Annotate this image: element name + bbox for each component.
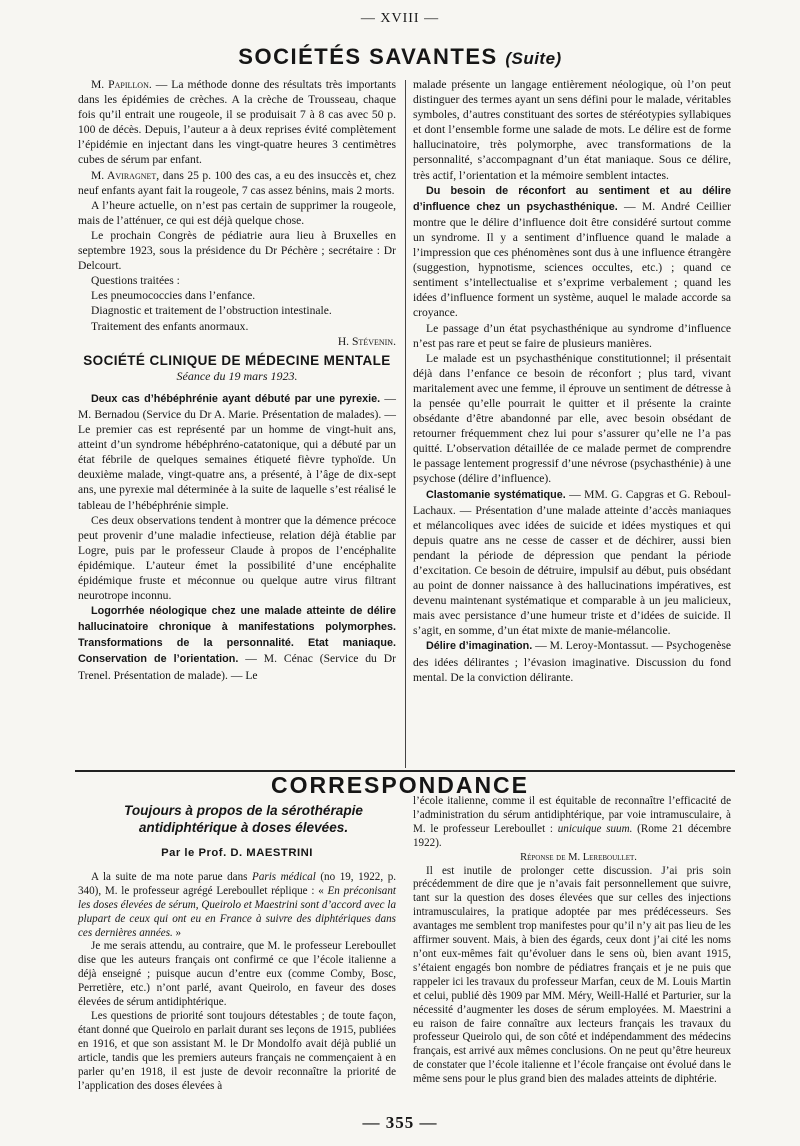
author-name: M. Aviragnet, [91,168,160,182]
paragraph: Clastomanie systématique. — MM. G. Capgras et G. Reboul-Lachaux. — Présentation d’une malade atteinte d’accès maniaques et mélancoliques avec idées de suicide et idées mystiques et qui depuis quatre ans ne cesse de casser et de déchirer, aussi bien pendant la période de dépression que pendant la période d’excitation. Ce besoin de détruire, impulsif au début, puis obsédant au point de donner naissance à des hallucinations impératives, est devenu maintenant systématique et comparable à un jeu malicieux, mais avec persistance d’une humeur triste et d’idées de suicide. Il s’agit, en somme, d’un état mixte de manie-mélancolie. [413,487,731,638]
paragraph: Le malade est un psychasthénique constitutionnel; il présentait déjà dans l’enfance ce besoin de réconfort ; plus tard, vivant maritalement avec une femme, il éprouve un sentiment de détresse à la pensée qu’elle pourrait le quitter et il présente la crainte obsédante d’être abandonné par elle, avec besoin obsédant de retourner fréquemment chez lui pour s’assurer qu’elle ne l’a pas quitté. L’observation détaillée de ce malade permet de comprendre le passage lentement progressif d’une névrose (psychasthénie) à une psychose (délire d’influence). [413,351,731,486]
paragraph: Logorrhée néologique chez une malade atteinte de délire hallucinatoire chronique à manifestations polymorphes. Transformations de la personnalité. Etat maniaque. Conservation de l’orientation. — M. Cénac (Service du Dr Trenel. Présentation de malade). — Le [78,605,396,682]
column-divider [405,80,406,768]
paragraph: malade présente un langage entièrement néologique, où l’on peut distinguer des termes ayant un sens défini pour le malade, véritables symboles, d’autres constituant des sortes de stéréotypies syllabiques et dont l’ensemble forme une salade de mots. Le délire est de forme hallucinatoire, très polymorphe, avec transformations de la personnalité, s’accompagnant d’un état maniaque. Sous ce délire, très actif, l’orientation et la mémoire semblent intactes. [413,78,731,182]
paragraph: Je me serais attendu, au contraire, que M. le professeur Lereboullet dise que les auteurs français ont confirmé ce que l’école italienne a déjà enseigné ; puisque aucun d’entre eux (comme Comby, Bosc, Perretière, etc.) n’ont parlé, avant Queirolo, en faveur des doses élevées de sérum antidiphtérique. [78,940,396,1009]
case-title: Du besoin de réconfort au sentiment et au délire d’influence chez un psychasthénique. [413,184,731,213]
journal-name: Paris médical [252,870,316,883]
folio: — XVIII — [360,11,440,26]
section-heading: SOCIÉTÉS SAVANTES [238,44,498,69]
paragraph: A l’heure actuelle, on n’est pas certain de supprimer la rougeole, mais de l’atténuer, ce qui est déjà quelque chose. [78,198,396,227]
article-title: Toujours à propos de la sérothérapie [124,803,363,818]
quotation: En préconisant les doses élevées de sérum, Queirolo et Maestrini sont d’accord avec la plupart de ceux qui ont eu en France à suivre des diphtériques dans ces dernières années. [78,884,396,939]
case-title: Deux cas d’hébéphrénie ayant débuté par une pyrexie. [91,392,381,405]
paragraph: Du besoin de réconfort au sentiment et au délire d’influence chez un psychasthénique. — M. André Ceillier montre que le délire d’influence doit être considéré surtout comme un syndrome. Il y a sentiment d’influence quand le malade a l’impression que ces phénomènes sont dus à une influence étrangère (suggestion, hypnotisme, sciences occultes, etc.) ; quand ce sentiment s’intellectualise et s’exprime verbalement ; quand les idées d’influence forment un système, auquel le malade accorde sa croyance. [413,184,731,320]
paragraph: M. Aviragnet, dans 25 p. 100 des cas, a eu des insuccès et, chez neuf enfants ayant fait la rougeole, 7 cas assez bénins, mais 2 morts. [78,168,396,197]
correspondance-left-column [78,802,396,1093]
paragraph: Le passage d’un état psychasthénique au syndrome d’influence n’est pas rare et peut se faire de plusieurs manières. [413,321,731,350]
session-date: Séance du 19 mars 1923. [176,368,298,383]
paragraph: Diagnostic et traitement de l’obstruction intestinale. [91,304,332,318]
signature: H. Stévenin. [337,334,396,348]
paragraph: Le prochain Congrès de pédiatrie aura lieu à Bruxelles en septembre 1923, sous la présidence du Dr Péchère ; secrétaire : Dr Delcourt. [78,228,396,273]
byline: Par le Prof. D. MAESTRINI [161,847,313,859]
left-column [78,77,396,683]
correspondance-right-column [413,795,731,1087]
page-title [0,44,800,72]
paragraph: M. Papillon. — La méthode donne des résultats très importants dans les épidémies de crèches. A la crèche de Trousseau, chaque fois qu’il entrait une rougeole, il se produisait 7 à 8 cas avec 50 p. 100 de décès. Depuis, l’auteur a à deux reprises évité complètement l’épidémie en injectant dans les vingt-quatre heures 3 centimètres cubes de sérum par enfant. [78,78,397,167]
paragraph: l’école italienne, comme il est équitable de reconnaître l’efficacité de l’administration du sérum antidiphtérique, par voie intramusculaire, à M. le professeur Lereboullet : unicuique suum. (Rome 21 décembre 1922). [413,795,731,849]
section-heading-suite: (Suite) [505,49,562,68]
latin-phrase: unicuique suum. [557,822,633,835]
society-title: SOCIÉTÉ CLINIQUE DE MÉDECINE MENTALE [83,352,391,368]
paragraph: Délire d’imagination. — M. Leroy-Montassut. — Psychogenèse des idées délirantes ; l’évasion imaginative. Discussion du fond mental. De la conviction délirante. [413,639,732,684]
page-number: — 355 — [362,1113,438,1132]
paragraph: A la suite de ma note parue dans Paris médical (no 19, 1922, p. 340), M. le professeur agrégé Lereboullet réplique : « En préconisant les doses élevées de sérum, Queirolo et Maestrini sont d’accord avec la plupart de ceux qui ont eu en France à suivre des diphtériques dans ces dernières années. » [78,870,397,939]
paragraph: Les questions de priorité sont toujours détestables ; de toute façon, étant donné que Queirolo en parlait durant ses leçons de 1915, publiées en 1916, et que son assistant M. le Dr Mondolfo avait déjà publié un article, tandis que les premiers auteurs français ne commençaient à en parler qu’en 1918, il est juste de devoir reconnaître la priorité de l’application des doses élevées à [78,1009,396,1092]
case-title: Délire d’imagination. [426,640,533,653]
paragraph: Il est inutile de prolonger cette discussion. J’ai pris soin précédemment de dire que je n’avais fait personnellement que suivre, tant sur la question des doses élevées que sur celles des injections intramusculaires, la pratique adoptée par mes prédécesseurs. Ses avantages me semblent trop manifestes pour qu’il n’y ait pas lieu de les affirmer souvent. Mais, à bien des égards, ceux dont j’ai cité les noms n’ont eux-mêmes fait qu’évoluer dans le sens où, bien avant 1915, s’étaient engagés bon nombre de pédiatres français et je ne puis que rappeler ici les travaux du professeur Marfan, ceux de M. Louis Martin et celui, publié dès 1909 par MM. Méry, Weill-Hallé et Parturier, sur la nécessité d’augmenter les doses de sérum employées. M. Maestrini a eu raison de faire connaître aux lecteurs français les travaux du professeur Queirolo qui, de son côté et indépendamment des médecins français, est arrivé aux mêmes conclusions. On ne peut qu’être heureux de constater que l’école italienne et l’école française ont évolué dans le même sens pour le plus grand bien des malades atteints de diphtérie. [413,864,731,1086]
paragraph: Les pneumococcies dans l’enfance. [91,289,256,303]
right-column [413,77,731,685]
reply-heading: Réponse de M. Lereboullet. [520,851,637,863]
paragraph: Traitement des enfants anormaux. [91,319,249,333]
paragraph: Questions traitées : [91,274,180,288]
case-title: Clastomanie systématique. [426,488,566,501]
correspondance-heading: CORRESPONDANCE [270,772,530,798]
case-title: Logorrhée néologique chez une malade atteinte de délire hallucinatoire chronique à manifestations polymorphes. Transformations de la personnalité. Etat maniaque. Conservation de l’orientation. [78,605,396,666]
paragraph: Deux cas d’hébéphrénie ayant débuté par une pyrexie. — M. Bernadou (Service du Dr A. Marie. Présentation de malades). — Le premier cas est représenté par un homme de vingt-huit ans, atteint d’un syndrome hébéphréno-catatonique, qui a débuté par un état fébrile de quelques semaines étiqueté fièvre typhoïde. Un deuxième malade, vingt-quatre ans, a présenté, à l’âge de dix-sept ans, une pyrexie mal déterminée à la suite de laquelle s’est réalisé le tableau de l’hébéphrénie simple. [78,391,396,512]
author-name: M. Papillon. [91,78,152,91]
paragraph: Ces deux observations tendent à montrer que la démence précoce peut provenir d’une maladie infectieuse, relation déjà établie par Logre, puis par le professeur Claude à propos de l’encéphalite épidémique. L’auteur émet la possibilité d’une encéphalite épidémique fruste et méconnue ou quelque autre virus filtrant neurotrope inconnu. [78,513,396,603]
article-title: antidiphtérique à doses élevées. [138,820,349,835]
